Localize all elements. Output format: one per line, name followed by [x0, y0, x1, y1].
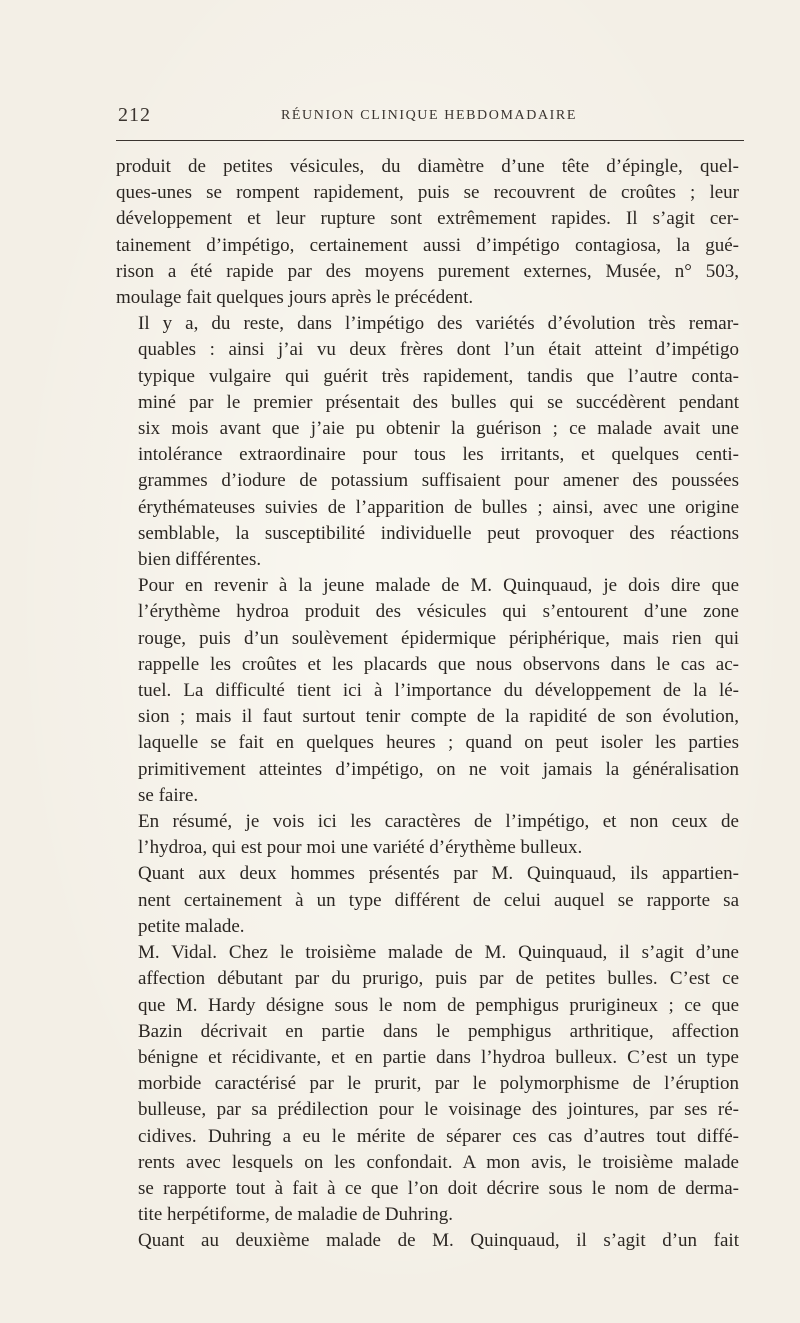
text-line: que M. Hardy désigne sous le nom de pemphigus prurigineux ; ce que [138, 994, 739, 1016]
paragraph-p7 [116, 1228, 739, 1254]
running-head [118, 104, 740, 128]
paragraph-p2 [116, 311, 739, 573]
text-line: semblable, la susceptibilité individuelle peut provoquer des réactions [138, 522, 739, 544]
text-line: typique vulgaire qui guérit très rapidement, tandis que l’autre conta- [138, 365, 739, 387]
text-line: M. Vidal. Chez le troisième malade de M. Quinquaud, il s’agit d’une [138, 942, 739, 964]
text-line: Pour en revenir à la jeune malade de M. Quinquaud, je dois dire que [138, 575, 739, 597]
text-line: rappelle les croûtes et les placards que nous observons dans le cas ac- [138, 653, 739, 675]
text-line: nent certainement à un type différent de celui auquel se rapporte sa [138, 889, 739, 911]
text-line: Il y a, du reste, dans l’impétigo des variétés d’évolution très remar- [138, 313, 739, 335]
text-line: affection débutant par du prurigo, puis par de petites bulles. C’est ce [138, 968, 739, 990]
running-title: RÉUNION CLINIQUE HEBDOMADAIRE [280, 108, 578, 123]
paragraph-p4 [116, 809, 739, 861]
text-line: quables : ainsi j’ai vu deux frères dont l’un était atteint d’impétigo [138, 339, 739, 361]
text-line: Bazin décrivait en partie dans le pemphigus arthritique, affection [138, 1020, 739, 1042]
text-line: Quant aux deux hommes présentés par M. Quinquaud, ils appartien- [138, 863, 739, 885]
text-line: ques-unes se rompent rapidement, puis se recouvrent de croûtes ; leur [116, 182, 739, 204]
text-line: six mois avant que j’aie pu obtenir la guérison ; ce malade avait une [138, 418, 739, 440]
text-line: primitivement atteintes d’impétigo, on ne voit jamais la généralisation [138, 758, 739, 780]
text-line: l’hydroa, qui est pour moi une variété d’érythème bulleux. [138, 837, 583, 859]
text-line: se faire. [138, 784, 199, 806]
text-line: rouge, puis d’un soulèvement épidermique périphérique, mais rien qui [138, 627, 739, 649]
paragraph-p6 [116, 940, 739, 1228]
text-line: se rapporte tout à fait à ce que l’on doit décrire sous le nom de derma- [138, 1177, 739, 1199]
text-line: miné par le premier présentait des bulles qui se succédèrent pendant [138, 391, 739, 413]
text-line: bulleuse, par sa prédilection pour le voisinage des jointures, par ses ré- [138, 1099, 739, 1121]
text-line: l’érythème hydroa produit des vésicules qui s’entourent d’une zone [138, 601, 739, 623]
text-line: érythémateuses suivies de l’apparition de bulles ; ainsi, avec une origine [138, 496, 739, 518]
text-line: bien différentes. [138, 549, 262, 571]
text-line: morbide caractérisé par le prurit, par le polymorphisme de l’éruption [138, 1073, 739, 1095]
text-line: grammes d’iodure de potassium suffisaient pour amener des poussées [138, 470, 739, 492]
text-line: rents avec lesquels on les confondait. A mon avis, le troisième malade [138, 1151, 739, 1173]
paragraph-p1 [116, 154, 739, 311]
page-number: 212 [118, 104, 151, 126]
text-line: tuel. La difficulté tient ici à l’importance du développement de la lé- [138, 680, 739, 702]
paragraph-p5 [116, 861, 739, 940]
body-text [116, 154, 739, 1255]
text-line: développement et leur rupture sont extrêmement rapides. Il s’agit cer- [116, 208, 739, 230]
text-line: rison a été rapide par des moyens purement externes, Musée, n° 503, [116, 260, 739, 282]
text-line: tainement d’impétigo, certainement aussi d’impétigo contagiosa, la gué- [116, 234, 739, 256]
text-line: intolérance extraordinaire pour tous les irritants, et quelques centi- [138, 444, 739, 466]
text-line: bénigne et récidivante, et en partie dans l’hydroa bulleux. C’est un type [138, 1046, 739, 1068]
paragraph-p3 [116, 573, 739, 809]
header-rule [116, 140, 744, 141]
text-line: sion ; mais il faut surtout tenir compte de la rapidité de son évolution, [138, 706, 739, 728]
text-line: laquelle se fait en quelques heures ; quand on peut isoler les parties [138, 732, 739, 754]
text-line: petite malade. [138, 915, 245, 937]
text-line: tite herpétiforme, de maladie de Duhring. [138, 1204, 453, 1226]
text-line: produit de petites vésicules, du diamètre d’une tête d’épingle, quel- [116, 156, 739, 177]
text-line: cidives. Duhring a eu le mérite de séparer ces cas d’autres tout diffé- [138, 1125, 739, 1147]
text-line: Quant au deuxième malade de M. Quinquaud, il s’agit d’un fait [138, 1230, 739, 1252]
text-line: moulage fait quelques jours après le précédent. [116, 287, 474, 309]
text-line: En résumé, je vois ici les caractères de l’impétigo, et non ceux de [138, 811, 739, 833]
